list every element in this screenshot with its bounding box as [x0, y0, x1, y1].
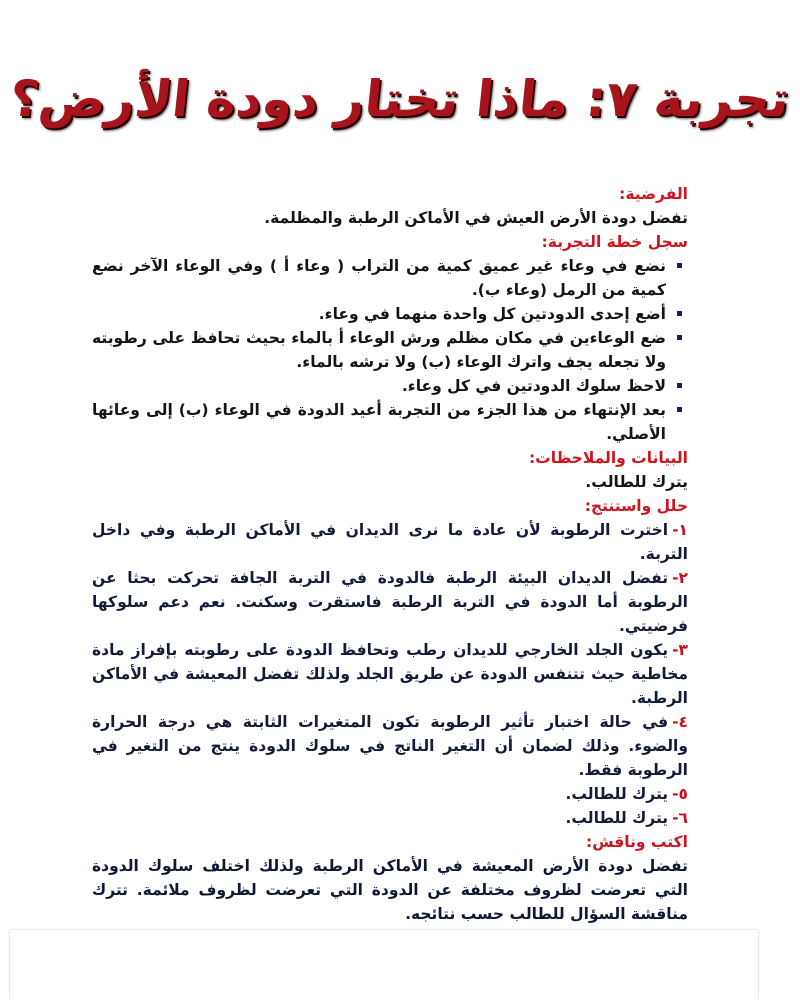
- discuss-heading: اكتب وناقش:: [586, 833, 688, 851]
- analysis-item-text: في حالة اختبار تأثير الرطوبة تكون المتغيرات الثابتة هي درجة الحرارة والضوء. وذلك لضمان أن التغير الناتج في سلوك الدودة ينتج من التغير في الرطوبة فقط.: [92, 713, 688, 779]
- analysis-item: [92, 710, 688, 782]
- square-bullet-icon: [677, 263, 682, 268]
- analysis-item-number: ٣-: [672, 641, 688, 659]
- square-bullet-icon: [677, 383, 682, 388]
- next-page-edge: [10, 930, 758, 1000]
- analysis-item: [92, 566, 688, 638]
- analysis-heading: حلل واستنتج:: [584, 497, 688, 515]
- plan-item: [92, 374, 688, 398]
- analysis-item: [92, 638, 688, 710]
- analysis-item: [92, 806, 688, 830]
- analysis-item-text: اخترت الرطوبة لأن عادة ما نرى الديدان في الأماكن الرطبة وفي داخل التربة.: [92, 521, 688, 563]
- title-container: [0, 70, 800, 128]
- analysis-item-number: ١-: [672, 521, 688, 539]
- analysis-item-number: ٤-: [672, 713, 688, 731]
- analysis-list: [92, 518, 688, 830]
- analysis-item-text: تفضل الديدان البيئة الرطبة فالدودة في التربة الجافة تحركت بحثا عن الرطوبة أما الدودة في التربة الرطبة فاستقرت وسكنت. نعم دعم سلوكها فرضيتي.: [92, 569, 688, 635]
- data-heading: البيانات والملاحظات:: [528, 449, 688, 467]
- plan-item: [92, 326, 688, 374]
- page-title: تجربة ٧: ماذا تختار دودة الأرض؟: [7, 70, 793, 128]
- plan-item-text: بعد الإنتهاء من هذا الجزء من التجربة أعيد الدودة في الوعاء (ب) إلى وعائها الأصلي.: [92, 401, 666, 443]
- plan-item-text: أضع إحدى الدودتين كل واحدة منهما في وعاء.: [318, 305, 666, 323]
- analysis-item-number: ٥-: [672, 785, 688, 803]
- plan-item: [92, 302, 688, 326]
- analysis-item: [92, 782, 688, 806]
- plan-item: [92, 254, 688, 302]
- plan-heading: سجل خطة التجربة:: [541, 233, 688, 251]
- analysis-item-text: يكون الجلد الخارجي للديدان رطب وتحافظ الدودة على رطوبته بإفراز مادة مخاطية حيث تتنفس الدودة عن طريق الجلد ولذلك تفضل المعيشة في الأماكن الرطبة.: [92, 641, 688, 707]
- analysis-item: [92, 518, 688, 566]
- analysis-item-text: يترك للطالب.: [565, 809, 669, 827]
- analysis-item-text: يترك للطالب.: [565, 785, 669, 803]
- square-bullet-icon: [677, 407, 682, 412]
- document-body: [92, 182, 688, 926]
- analysis-item-number: ٦-: [672, 809, 688, 827]
- hypothesis-heading: الفرضية:: [619, 185, 688, 203]
- plan-item: [92, 398, 688, 446]
- plan-list: [92, 254, 688, 446]
- plan-item-text: لاحظ سلوك الدودتين في كل وعاء.: [401, 377, 666, 395]
- hypothesis-text: تفضل دودة الأرض العيش في الأماكن الرطبة والمظلمة.: [264, 209, 688, 227]
- analysis-item-number: ٢-: [672, 569, 688, 587]
- square-bullet-icon: [677, 335, 682, 340]
- data-text: يترك للطالب.: [585, 473, 688, 491]
- square-bullet-icon: [677, 311, 682, 316]
- plan-item-text: نضع في وعاء غير عميق كمية من التراب ( وعاء أ ) وفي الوعاء الآخر نضع كمية من الرمل (وعاء ب).: [92, 257, 666, 299]
- discuss-text: تفضل دودة الأرض المعيشة في الأماكن الرطبة ولذلك اختلف سلوك الدودة التي تعرضت لظروف مختلفة عن الدودة التي تعرضت لظروف ملائمة. تترك مناقشة السؤال للطالب حسب نتائجه.: [92, 857, 688, 923]
- plan-item-text: ضع الوعاءين في مكان مظلم ورش الوعاء أ بالماء بحيث تحافظ على رطوبته ولا تجعله يجف واترك الوعاء (ب) ولا ترشه بالماء.: [92, 329, 666, 371]
